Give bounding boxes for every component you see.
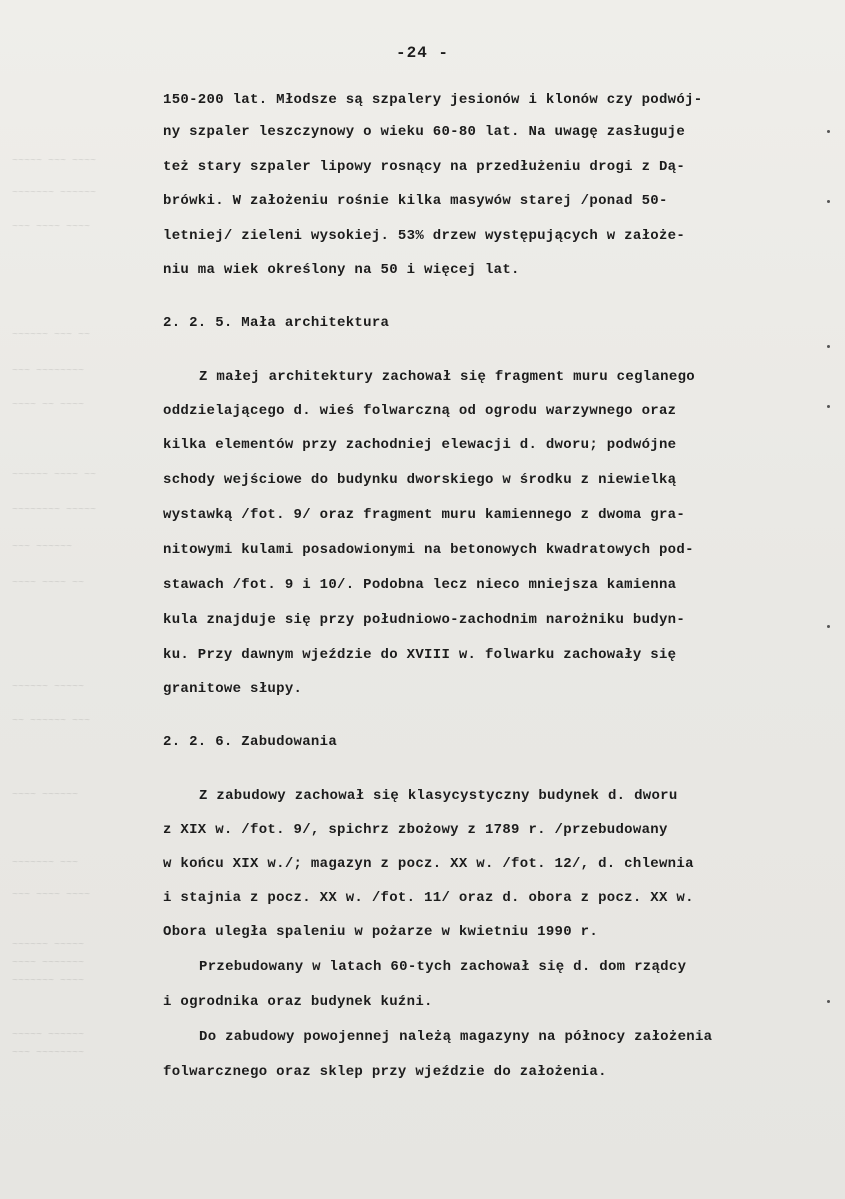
bleed-through-text: ~~~~~ ~~~ ~~~~ ~~~~~~~ ~~~~~~ ~~~ ~~~~ ~~~~ ~~~~~~ ~~~ ~~ ~~~ ~~~~~~~~ ~~~~ ~~ ~~~~ ~~~~~~ ~~~~ ~~ ~~~~~~~~ ~~~~~ ~~~ ~~~~~~ ~~~~ ~~~~ ~~ ~~~~~~ ~~~~~ ~~ ~~~~~~ ~~~ ~~~~ ~~~~~~ ~~~~~~~ ~~~ ~~~ ~~~~ ~~~~ ~~~~~~ ~~~~~ ~~~~ ~~~~~~~ ~~~~~~~ ~~~~ ~~~~~ ~~~~~~ ~~~ ~~~~~~~~ (12, 156, 97, 1059)
text-line: ny szpaler leszczynowy o wieku 60-80 lat. Na uwagę zasługuje (163, 124, 686, 140)
scan-speck (827, 1000, 830, 1003)
section-heading: 2. 2. 6. Zabudowania (163, 734, 338, 750)
text-line: nitowymi kulami posadowionymi na betonowych kwadratowych pod- (163, 542, 694, 558)
text-line: z XIX w. /fot. 9/, spichrz zbożowy z 1789 r. /przebudowany (163, 822, 668, 838)
text-line: niu ma wiek określony na 50 i więcej lat. (163, 262, 520, 278)
section-heading: 2. 2. 5. Mała architektura (163, 315, 390, 331)
scan-speck (827, 130, 830, 133)
paragraph-first-line: Do zabudowy powojennej należą magazyny na północy założenia (199, 1029, 713, 1045)
text-line: w końcu XIX w./; magazyn z pocz. XX w. /fot. 12/, d. chlewnia (163, 856, 694, 872)
text-line: też stary szpaler lipowy rosnący na przedłużeniu drogi z Dą- (163, 159, 686, 175)
scan-speck (827, 405, 830, 408)
text-line: ku. Przy dawnym wjeździe do XVIII w. folwarku zachowały się (163, 647, 677, 663)
scan-speck (827, 625, 830, 628)
text-line: brówki. W założeniu rośnie kilka masywów starej /ponad 50- (163, 193, 668, 209)
text-line: granitowe słupy. (163, 681, 303, 697)
text-line: folwarcznego oraz sklep przy wjeździe do założenia. (163, 1064, 607, 1080)
text-line: letniej/ zieleni wysokiej. 53% drzew występujących w założe- (163, 228, 686, 244)
text-line: 150-200 lat. Młodsze są szpalery jesionów i klonów czy podwój- (163, 92, 703, 108)
page-number: -24 - (395, 44, 449, 62)
paragraph-first-line: Z zabudowy zachował się klasycystyczny budynek d. dworu (199, 788, 678, 804)
text-line: Obora uległa spaleniu w pożarze w kwietniu 1990 r. (163, 924, 599, 940)
scan-speck (827, 345, 830, 348)
text-line: i stajnia z pocz. XX w. /fot. 11/ oraz d. obora z pocz. XX w. (163, 890, 694, 906)
paragraph-first-line: Przebudowany w latach 60-tych zachował się d. dom rządcy (199, 959, 687, 975)
text-line: kilka elementów przy zachodniej elewacji d. dworu; podwójne (163, 437, 677, 453)
paragraph-first-line: Z małej architektury zachował się fragment muru ceglanego (199, 369, 695, 385)
scan-speck (827, 200, 830, 203)
text-line: oddzielającego d. wieś folwarczną od ogrodu warzywnego oraz (163, 403, 677, 419)
text-line: i ogrodnika oraz budynek kuźni. (163, 994, 433, 1010)
text-line: stawach /fot. 9 i 10/. Podobna lecz nieco mniejsza kamienna (163, 577, 677, 593)
text-line: schody wejściowe do budynku dworskiego w środku z niewielką (163, 472, 677, 488)
text-line: wystawką /fot. 9/ oraz fragment muru kamiennego z dwoma gra- (163, 507, 686, 523)
text-line: kula znajduje się przy południowo-zachodnim narożniku budyn- (163, 612, 686, 628)
